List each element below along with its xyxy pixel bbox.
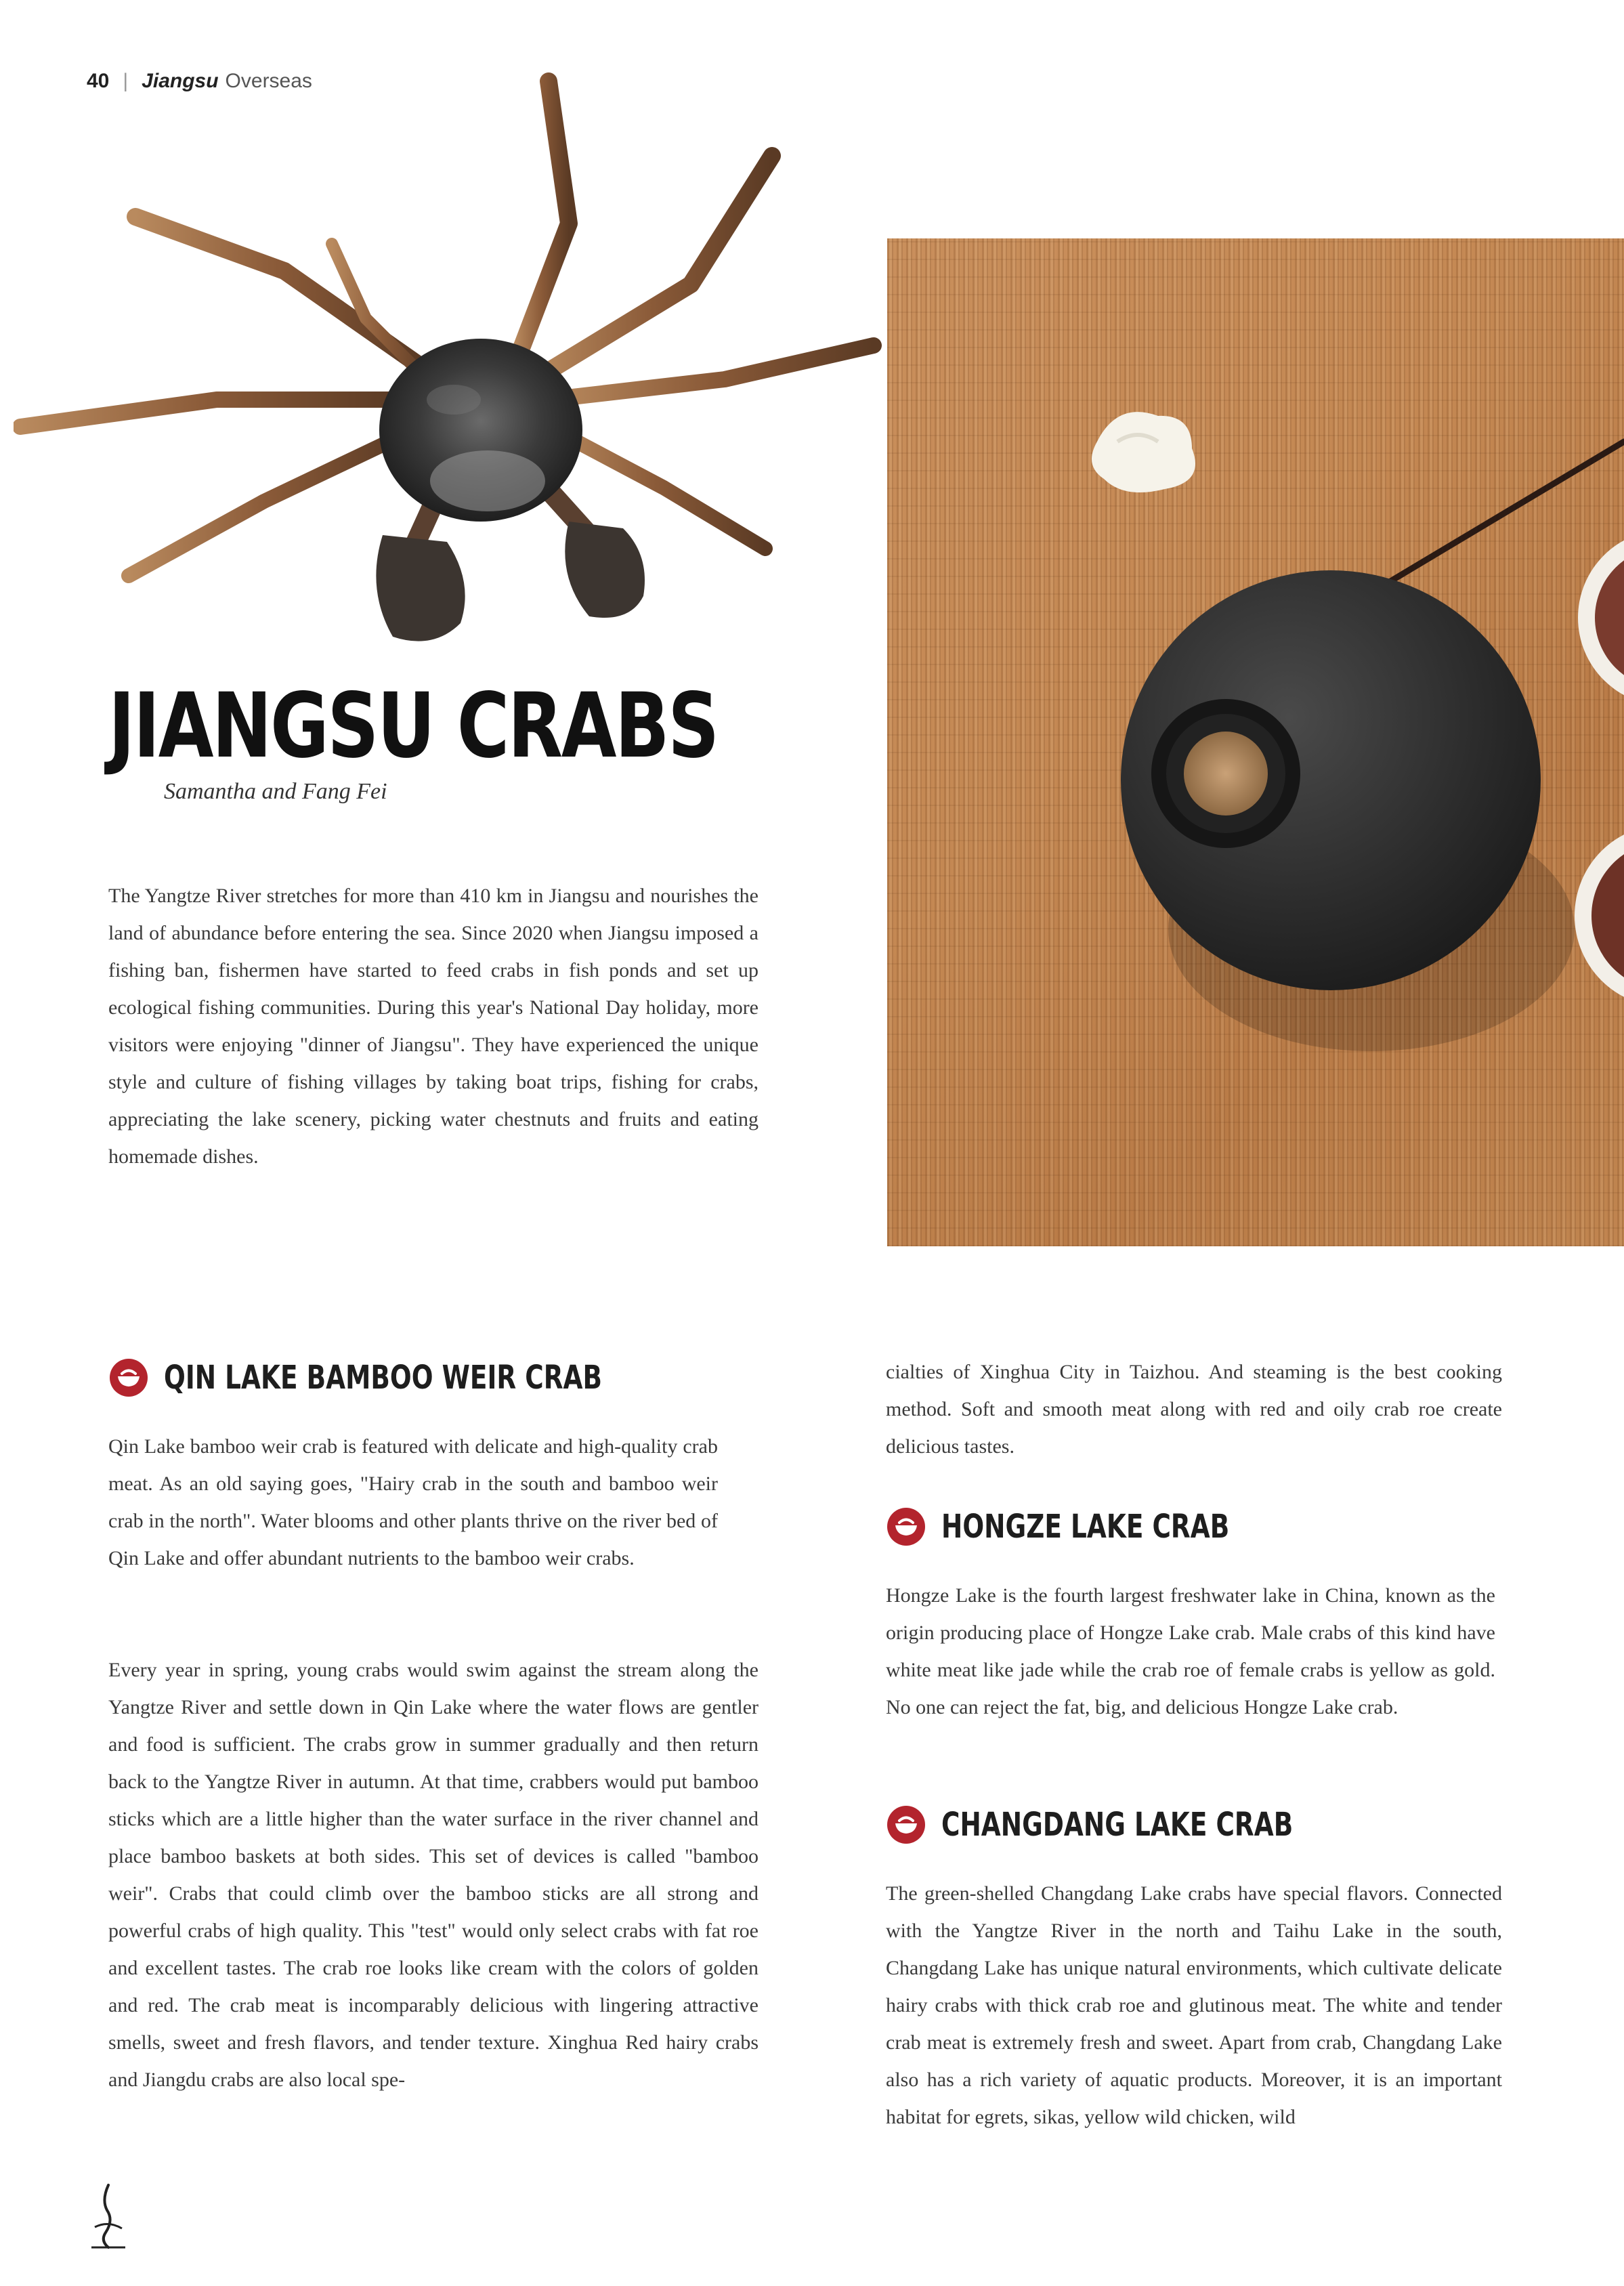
byline: Samantha and Fang Fei — [164, 779, 387, 804]
section-title: CHANGDANG LAKE CRAB — [941, 1806, 1294, 1844]
section-bowl-icon — [108, 1357, 149, 1398]
qin-lake-paragraph-2: Every year in spring, young crabs would swim against the stream along the Yangtze River and settle down in Qin Lake where the water flows are gentler and food is sufficient. The crabs grow in summer gradually and then return back to the Yangtze River in autumn. At that time, crabbers would put bamboo sticks which are a little higher than the water surface in the river channel and place bamboo baskets at both sides. This set of devices is called "bamboo weir". Crabs that could climb over the bamboo sticks are all strong and powerful crabs of high quality. This "test" would only select crabs with fat roe and excellent tastes. The crab roe looks like cream with the colors of golden and red. The crab meat is incomparably delicious with lingering attractive smells, sweet and fresh flavors, and tender texture. Xinghua Red hairy crabs and Jiangdu crabs are also local spe- — [108, 1659, 758, 2091]
qin-lake-paragraph-3: cialties of Xinghua City in Taizhou. And steaming is the best cooking method. Soft and smooth meat along with red and oily crab roe create delicious tastes. — [886, 1361, 1502, 1458]
qin-lake-paragraph-1: Qin Lake bamboo weir crab is featured with delicate and high-quality crab meat. As an old saying goes, "Hairy crab in the south and bamboo weir crab in the north". Water blooms and other plants thrive on the river bed of Qin Lake and offer abundant nutrients to the bamboo weir crabs. — [108, 1435, 718, 1569]
hongze-lake-paragraph: Hongze Lake is the fourth largest freshwater lake in China, known as the origin producing place of Hongze Lake crab. Male crabs of this kind have white meat like jade while the crab roe of female crabs is yellow as gold. No one can reject the fat, big, and delicious Hongze Lake crab. — [886, 1584, 1495, 1718]
section-bowl-icon — [886, 1804, 926, 1845]
section-heading-hongze-lake — [886, 1506, 1310, 1547]
food-photo — [887, 238, 1624, 1246]
crab-photo — [14, 61, 887, 657]
page-number: 40 — [87, 70, 110, 92]
section-heading-qin-lake — [108, 1357, 726, 1398]
logo-mark — [81, 2180, 135, 2254]
food-photo-art — [887, 238, 1624, 1246]
section-name: Overseas — [225, 70, 312, 92]
section-heading-changdang-lake — [886, 1804, 1392, 1845]
article-title: JIANGSU CRABS — [108, 674, 718, 778]
changdang-lake-paragraph: The green-shelled Changdang Lake crabs have special flavors. Connected with the Yangtze River in the north and Taihu Lake in the south, Changdang Lake has unique natural environments, which cultivate delicate hairy crabs with thick crab roe and glutinous meat. The white and tender crab meat is extremely fresh and sweet. Apart from crab, Changdang Lake also has a rich variety of aquatic products. Moreover, it is an important habitat for egrets, sikas, yellow wild chicken, wild — [886, 1882, 1502, 2128]
section-title: QIN LAKE BAMBOO WEIR CRAB — [164, 1359, 603, 1397]
intro-paragraph: The Yangtze River stretches for more than 410 km in Jiangsu and nourishes the land of abundance before entering the sea. Since 2020 when Jiangsu imposed a fishing ban, fishermen have started to feed crabs in fish ponds and set up ecological fishing communities. During this year's National Day holiday, more visitors were enjoying "dinner of Jiangsu". They have experienced the unique style and culture of fishing villages by taking boat trips, fishing for crabs, appreciating the lake scenery, picking water chestnuts and fruits and eating homemade dishes. — [108, 885, 758, 1168]
section-bowl-icon — [886, 1506, 926, 1547]
header-separator: | — [123, 70, 129, 92]
magazine-name: Jiangsu — [142, 70, 219, 92]
section-title: HONGZE LAKE CRAB — [941, 1508, 1230, 1546]
